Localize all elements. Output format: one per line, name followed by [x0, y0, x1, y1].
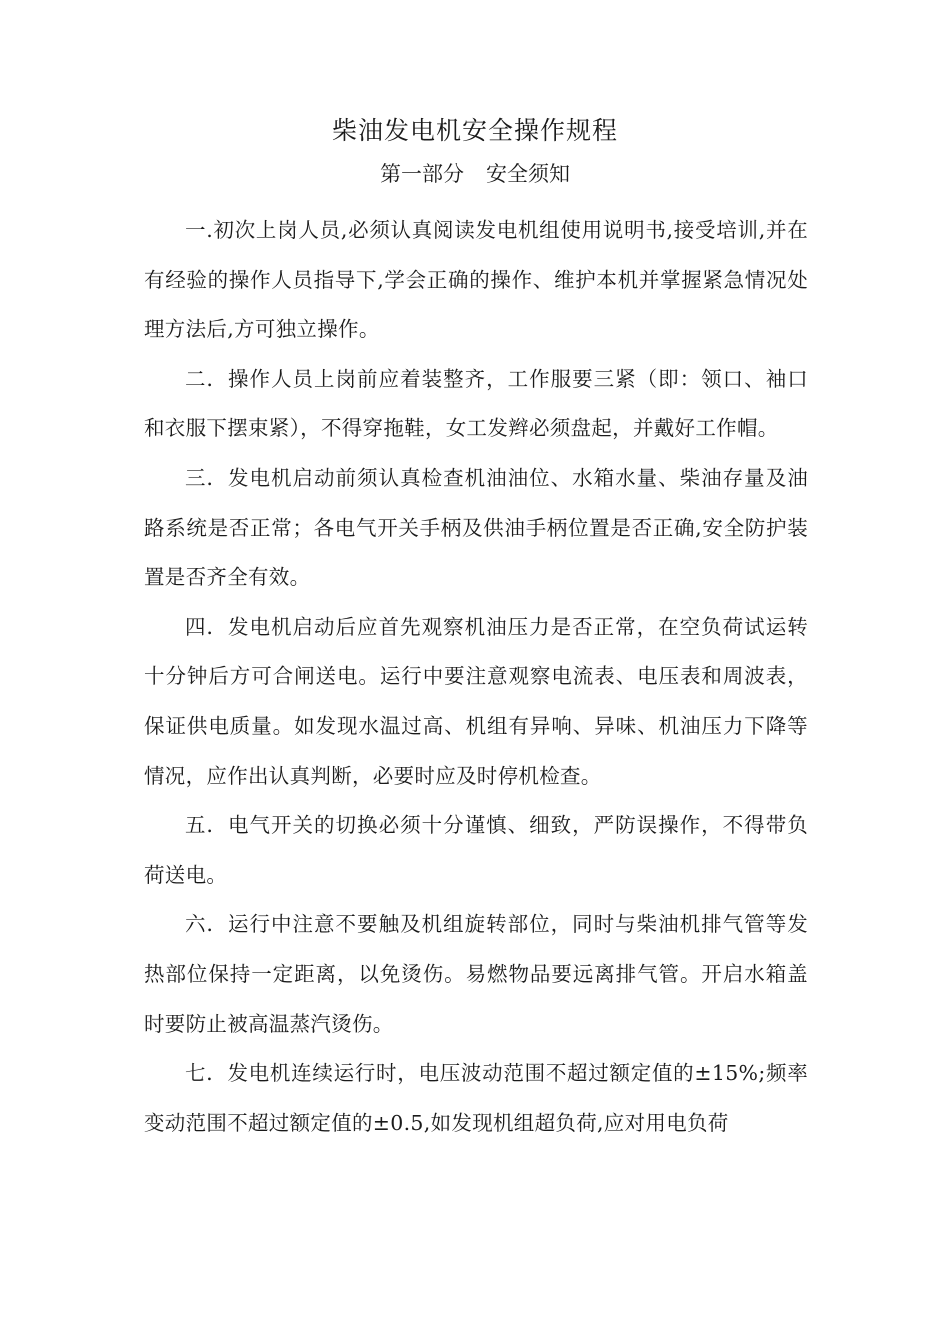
document-title: 柴油发电机安全操作规程: [331, 116, 618, 145]
paragraph-4: 四．发电机启动后应首先观察机油压力是否正常，在空负荷试运转十分钟后方可合闸送电。运行中要注意观察电流表、电压表和周波表，保证供电质量。如发现水温过高、机组有异响、异味、机油压力下降等情况，应作出认真判断，必要时应及时停机检查。: [144, 614, 808, 788]
section-heading: [0, 158, 950, 190]
section-label: 第一部分: [380, 162, 464, 186]
paragraph-7: 七．发电机连续运行时，电压波动范围不超过额定值的±15%;频率变动范围不超过额定值的±0.5,如发现机组超负荷,应对用电负荷: [144, 1061, 808, 1135]
paragraph-1: 一.初次上岗人员,必须认真阅读发电机组使用说明书,接受培训,并在有经验的操作人员指导下,学会正确的操作、维护本机并掌握紧急情况处理方法后,方可独立操作。: [144, 218, 808, 342]
paragraph-2: 二．操作人员上岗前应着装整齐，工作服要三紧（即：领口、袖口和衣服下摆束紧），不得穿拖鞋，女工发辫必须盘起，并戴好工作帽。: [144, 366, 808, 441]
section-name: 安全须知: [486, 162, 570, 186]
paragraph-5: 五．电气开关的切换必须十分谨慎、细致，严防误操作，不得带负荷送电。: [144, 813, 808, 887]
paragraph-3: 三．发电机启动前须认真检查机油油位、水箱水量、柴油存量及油路系统是否正常；各电气开关手柄及供油手柄位置是否正确,安全防护装置是否齐全有效。: [144, 465, 808, 590]
document-body: [144, 206, 808, 1148]
paragraph-6: 六．运行中注意不要触及机组旋转部位，同时与柴油机排气管等发热部位保持一定距离，以免烫伤。易燃物品要远离排气管。开启水箱盖时要防止被高温蒸汽烫伤。: [144, 912, 808, 1036]
